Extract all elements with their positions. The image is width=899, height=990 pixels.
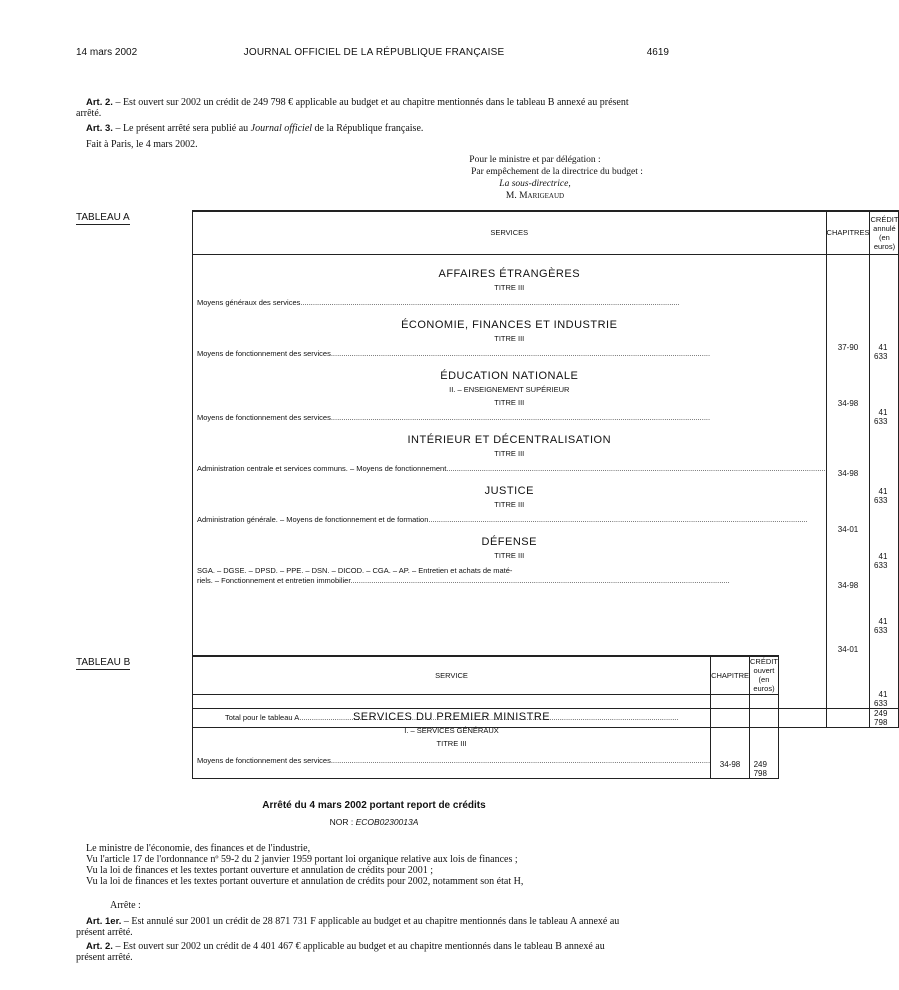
art-1-continuation: présent arrêté.: [76, 927, 133, 938]
art-1-label: Art. 1er.: [86, 916, 122, 927]
signature-line-3: La sous-directrice,: [499, 179, 571, 189]
preamble-line: Vu la loi de finances et les textes portant ouverture et annulation de crédits pour 2002, notamment son état H,: [86, 876, 524, 887]
ministry-premier-ministre: SERVICES DU PREMIER MINISTRE: [352, 710, 551, 723]
credit-header-line: CRÉDIT: [870, 214, 899, 224]
tableau-b-header-chapitre: CHAPITRE: [711, 656, 750, 694]
signature-line-2: Par empêchement de la directrice du budget :: [471, 167, 643, 177]
header-date: 14 mars 2002: [76, 47, 138, 58]
ministry-defense: DÉFENSE: [481, 535, 537, 548]
article-3-label: Art. 3.: [86, 123, 113, 134]
tableau-b-header-service: SERVICE: [193, 656, 711, 694]
chapter-number: 37-90: [837, 342, 859, 352]
art-1-text: – Est annulé sur 2001 un crédit de 28 871 731 F applicable au budget et au chapitre mentionnés dans le tableau A annexé au: [121, 916, 620, 927]
arrete-word: Arrête :: [110, 900, 141, 911]
credit-amount: 41 633: [874, 616, 888, 635]
section-subtitle: TITRE III: [494, 282, 525, 292]
section-subtitle: II. – ENSEIGNEMENT SUPÉRIEUR: [449, 384, 570, 394]
header-page-number: 4619: [646, 47, 669, 58]
service-line: Moyens de fonctionnement des services .....: [193, 349, 826, 358]
article-3-text-a: – Le présent arrêté sera publié au: [112, 123, 251, 134]
service-line: Administration générale. – Moyens de fonctionnement et de formation .....: [193, 515, 826, 524]
tableau-a-header-services: SERVICES: [193, 211, 827, 254]
credit-amount: 41 633: [874, 407, 888, 426]
credit-amount: 41 633: [874, 689, 888, 708]
tableau-b-header-credit: [750, 656, 779, 694]
tableau-b-amount-column: [750, 694, 779, 779]
art-2b-paragraph: [76, 941, 670, 963]
service-line: SGA. – DGSE. – DPSD. – PPE. – DSN. – DICOD. – CGA. – AP. – Entretien et achats de maté-: [197, 565, 513, 575]
chapter-number: 34-01: [837, 644, 859, 654]
section-subtitle: I. – SERVICES GÉNÉRAUX: [404, 725, 499, 735]
tableau-b-service-column: [193, 694, 711, 779]
signature-line-4: M. Marigeaud: [505, 191, 565, 201]
article-2-paragraph: [76, 97, 670, 119]
service-line: Moyens de fonctionnement des services .....: [193, 756, 710, 765]
credit-header-line: CRÉDIT: [750, 657, 778, 667]
section-subtitle: TITRE III: [494, 448, 525, 458]
credit-header-line: (en euros): [753, 675, 775, 694]
fait-a-paris: Fait à Paris, le 4 mars 2002.: [86, 139, 198, 150]
section-subtitle: TITRE III: [436, 738, 467, 748]
tableau-a: [192, 210, 899, 728]
chapter-number: 34-98: [837, 580, 859, 590]
chapter-number: 34-98: [837, 398, 859, 408]
art-1-paragraph: [76, 916, 670, 938]
tableau-a-total-chapter: [826, 708, 870, 727]
article-2-text: – Est ouvert sur 2002 un crédit de 249 798 € applicable au budget et au chapitre mentionnés dans le tableau B annexé au présent: [112, 97, 629, 108]
service-line: Administration centrale et services communs. – Moyens de fonctionnement .....: [193, 464, 826, 473]
article-2-continuation: arrêté.: [76, 108, 102, 119]
article-3-text-b: de la République française.: [312, 123, 424, 134]
tableau-a-chapters-column: [826, 254, 870, 708]
section-subtitle: TITRE III: [494, 397, 525, 407]
ministry-interieur: INTÉRIEUR ET DÉCENTRALISATION: [407, 433, 612, 446]
tableau-a-header-chapitres: CHAPITRES: [826, 211, 870, 254]
tableau-b-label: TABLEAU B: [76, 657, 131, 668]
tableau-a-header-credit: [870, 211, 899, 254]
tableau-a-total-label: Total pour le tableau A .....: [193, 708, 827, 727]
ministry-education: ÉDUCATION NATIONALE: [440, 369, 579, 382]
nor-code: ECOB0230013A: [355, 817, 419, 827]
article-3-paragraph: [86, 123, 423, 134]
art-2b-label: Art. 2.: [86, 941, 113, 952]
article-3-journal: Journal officiel: [250, 123, 313, 134]
tableau-a-services-column: [193, 254, 827, 708]
credit-amount: 41 633: [874, 551, 888, 570]
tableau-a-amounts-column: [870, 254, 899, 708]
signature-line-1: Pour le ministre et par délégation :: [469, 155, 601, 165]
art-2b-text: – Est ouvert sur 2002 un crédit de 4 401 467 € applicable au budget et au chapitre mentionnés dans le tableau B annexé au: [112, 941, 605, 952]
arrete-title: Arrêté du 4 mars 2002 portant report de crédits: [262, 800, 486, 811]
chapter-number: 34-98: [837, 468, 859, 478]
nor-label: NOR :: [329, 817, 356, 827]
section-subtitle: TITRE III: [494, 550, 525, 560]
credit-amount: 41 633: [874, 342, 888, 361]
credit-amount: 249 798: [753, 759, 767, 778]
chapter-number: 34-01: [837, 524, 859, 534]
preamble-line: Vu la loi de finances et les textes portant ouverture et annulation de crédits pour 2001 ;: [86, 865, 434, 876]
tableau-a-total-amount: 249 798: [870, 708, 899, 727]
preamble: [86, 843, 676, 887]
service-line: riels. – Fonctionnement et entretien immobilier .....: [193, 576, 826, 585]
ministry-justice: JUSTICE: [484, 484, 534, 497]
preamble-line: Vu l'article 17 de l'ordonnance nº 59-2 du 2 janvier 1959 portant loi organique relative aux lois de finances ;: [86, 854, 518, 865]
ministry-affaires-etrangeres: AFFAIRES ÉTRANGÈRES: [438, 267, 581, 280]
credit-header-line: annulé: [873, 223, 896, 233]
art-2b-continuation: présent arrêté.: [76, 952, 133, 963]
article-2-label: Art. 2.: [86, 97, 113, 108]
credit-amount: 41 633: [874, 486, 888, 505]
ministry-economie: ÉCONOMIE, FINANCES ET INDUSTRIE: [401, 318, 618, 331]
service-line: Moyens de fonctionnement des services .....: [193, 413, 826, 422]
tableau-a-label: TABLEAU A: [76, 212, 130, 223]
section-subtitle: TITRE III: [494, 499, 525, 509]
service-line: Moyens généraux des services .....: [193, 298, 826, 307]
nor-reference: [0, 817, 748, 827]
credit-header-line: (en euros): [873, 232, 896, 251]
section-subtitle: TITRE III: [494, 333, 525, 343]
header-journal: JOURNAL OFFICIEL DE LA RÉPUBLIQUE FRANÇAISE: [243, 47, 505, 58]
tableau-b-chapter-column: [711, 694, 750, 779]
credit-header-line: ouvert: [753, 666, 775, 676]
tableau-b: [192, 655, 779, 779]
chapter-number: 34-98: [719, 759, 741, 769]
preamble-line: Le ministre de l'économie, des finances et de l'industrie,: [86, 843, 311, 854]
